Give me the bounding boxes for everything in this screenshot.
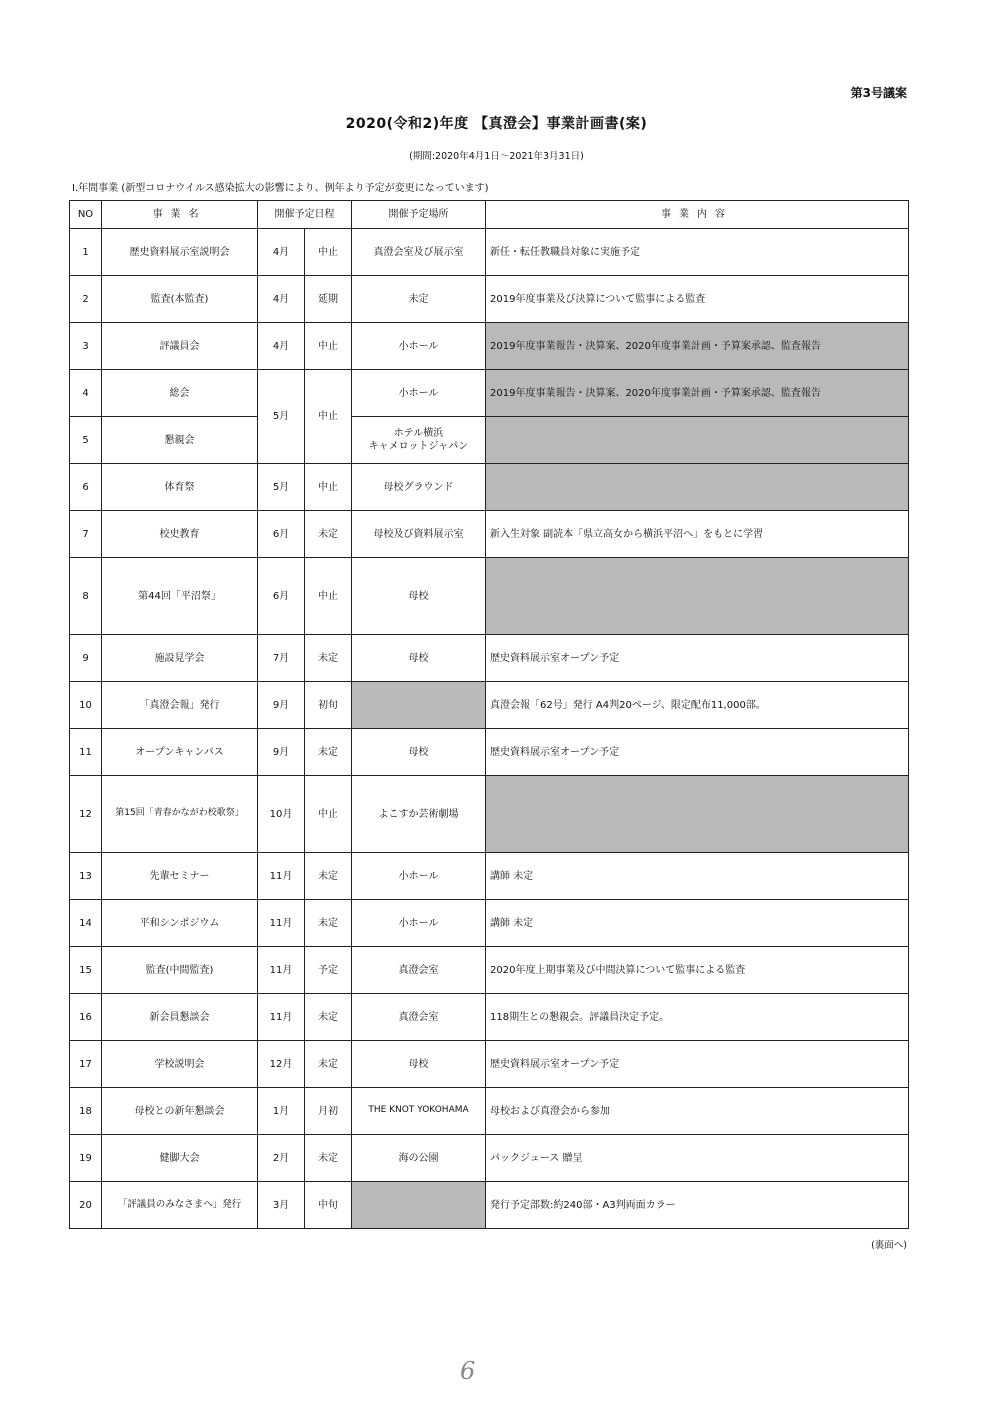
- table-row: [70, 370, 909, 417]
- row-month: 4月: [258, 229, 305, 276]
- row-no: 7: [70, 511, 102, 558]
- table-row: [70, 900, 909, 947]
- row-month: 10月: [258, 776, 305, 853]
- row-month: 11月: [258, 853, 305, 900]
- table-row: [70, 276, 909, 323]
- row-name: オープンキャンパス: [102, 729, 258, 776]
- row-content: 真澄会報「62号」発行 A4判20ページ、限定配布11,000部。: [486, 682, 909, 729]
- header-schedule: 開催予定日程: [258, 201, 352, 229]
- table-row: [70, 682, 909, 729]
- section-heading: Ⅰ.年間事業 (新型コロナウイルス感染拡大の影響により、例年より予定が変更になっています): [72, 183, 489, 194]
- row-month: 9月: [258, 682, 305, 729]
- table-row: [70, 464, 909, 511]
- row-status: 未定: [305, 853, 352, 900]
- header-no: NO: [70, 201, 102, 229]
- row-no: 1: [70, 229, 102, 276]
- row-status: 延期: [305, 276, 352, 323]
- row-content: 2019年度事業及び決算について監事による監査: [486, 276, 909, 323]
- row-month: 11月: [258, 947, 305, 994]
- row-name: 評議員会: [102, 323, 258, 370]
- row-place: 母校及び資料展示室: [352, 511, 486, 558]
- row-no: 18: [70, 1088, 102, 1135]
- table-row: [70, 635, 909, 682]
- row-status: 中止: [305, 229, 352, 276]
- row-status: 未定: [305, 994, 352, 1041]
- row-no: 8: [70, 558, 102, 635]
- row-content: 2019年度事業報告・決算案、2020年度事業計画・予算案承認、監査報告: [486, 370, 909, 417]
- table-header-row: [70, 201, 909, 229]
- row-month: 5月: [258, 464, 305, 511]
- table-row: [70, 947, 909, 994]
- row-status: 予定: [305, 947, 352, 994]
- row-no: 15: [70, 947, 102, 994]
- row-month: 1月: [258, 1088, 305, 1135]
- row-content: 講師 未定: [486, 900, 909, 947]
- row-name: 新会員懇談会: [102, 994, 258, 1041]
- row-content: 新入生対象 副読本「県立高女から横浜平沼へ」をもとに学習: [486, 511, 909, 558]
- row-content: [486, 464, 909, 511]
- handwritten-page-mark: 6: [460, 1357, 476, 1385]
- row-place: 小ホール: [352, 853, 486, 900]
- row-status: 未定: [305, 729, 352, 776]
- row-name: 先輩セミナー: [102, 853, 258, 900]
- table-row: [70, 1088, 909, 1135]
- header-name: 事業名: [102, 201, 258, 229]
- row-content: 歴史資料展示室オープン予定: [486, 729, 909, 776]
- row-place: 母校: [352, 729, 486, 776]
- row-no: 4: [70, 370, 102, 417]
- row-name: 「真澄会報」発行: [102, 682, 258, 729]
- row-status: 未定: [305, 1041, 352, 1088]
- row-place: 海の公園: [352, 1135, 486, 1182]
- row-month: 11月: [258, 900, 305, 947]
- row-month: 11月: [258, 994, 305, 1041]
- row-status: 中旬: [305, 1182, 352, 1229]
- row-name: 第15回「青春かながわ校歌祭」: [102, 776, 258, 853]
- row-place: THE KNOT YOKOHAMA: [352, 1088, 486, 1135]
- doc-number: 第3号議案: [850, 86, 907, 100]
- row-name: 母校との新年懇談会: [102, 1088, 258, 1135]
- row-place: 母校: [352, 1041, 486, 1088]
- row-name: 監査(本監査): [102, 276, 258, 323]
- annual-plan-table: [69, 200, 909, 1229]
- row-place: [352, 682, 486, 729]
- doc-period: (期間:2020年4月1日～2021年3月31日): [409, 151, 584, 162]
- row-place-line2: キャメロットジャパン: [368, 441, 469, 452]
- table-row: [70, 994, 909, 1041]
- row-status: 中止: [305, 558, 352, 635]
- row-no: 6: [70, 464, 102, 511]
- row-status: 未定: [305, 1135, 352, 1182]
- row-month: 5月: [258, 370, 305, 464]
- row-month: 6月: [258, 511, 305, 558]
- row-content: 発行予定部数:約240部・A3判両面カラー: [486, 1182, 909, 1229]
- row-content: 歴史資料展示室オープン予定: [486, 635, 909, 682]
- row-content: 講師 未定: [486, 853, 909, 900]
- row-name: 校史教育: [102, 511, 258, 558]
- row-name: 歴史資料展示室説明会: [102, 229, 258, 276]
- table-row: [70, 511, 909, 558]
- row-name: 体育祭: [102, 464, 258, 511]
- row-status: 初旬: [305, 682, 352, 729]
- row-no: 9: [70, 635, 102, 682]
- row-no: 19: [70, 1135, 102, 1182]
- row-place: 小ホール: [352, 900, 486, 947]
- row-status: 中止: [305, 370, 352, 464]
- table-row: [70, 853, 909, 900]
- table-row: [70, 1182, 909, 1229]
- row-no: 13: [70, 853, 102, 900]
- table-row: [70, 323, 909, 370]
- table-row: [70, 1041, 909, 1088]
- row-month: 3月: [258, 1182, 305, 1229]
- row-content: 新任・転任教職員対象に実施予定: [486, 229, 909, 276]
- row-no: 5: [70, 417, 102, 464]
- row-place: 小ホール: [352, 370, 486, 417]
- row-content: 母校および真澄会から参加: [486, 1088, 909, 1135]
- row-name: 「評議員のみなさまへ」発行: [102, 1182, 258, 1229]
- row-name: 総会: [102, 370, 258, 417]
- row-no: 14: [70, 900, 102, 947]
- row-status: 月初: [305, 1088, 352, 1135]
- row-name: 平和シンポジウム: [102, 900, 258, 947]
- row-no: 17: [70, 1041, 102, 1088]
- header-place: 開催予定場所: [352, 201, 486, 229]
- row-no: 12: [70, 776, 102, 853]
- row-status: 中止: [305, 776, 352, 853]
- row-place-line1: ホテル横浜: [393, 428, 444, 439]
- row-place: よこすか芸術劇場: [352, 776, 486, 853]
- row-no: 3: [70, 323, 102, 370]
- row-status: 未定: [305, 900, 352, 947]
- table-row: [70, 1135, 909, 1182]
- row-month: 4月: [258, 276, 305, 323]
- row-month: 4月: [258, 323, 305, 370]
- row-status: 未定: [305, 635, 352, 682]
- row-name: 学校説明会: [102, 1041, 258, 1088]
- row-name: 健脚大会: [102, 1135, 258, 1182]
- row-place: 母校: [352, 558, 486, 635]
- row-status: 中止: [305, 323, 352, 370]
- row-name: 懇親会: [102, 417, 258, 464]
- header-content: 事業内容: [486, 201, 909, 229]
- row-place: 小ホール: [352, 323, 486, 370]
- row-no: 20: [70, 1182, 102, 1229]
- row-place: 真澄会室及び展示室: [352, 229, 486, 276]
- row-place: 未定: [352, 276, 486, 323]
- row-month: 6月: [258, 558, 305, 635]
- row-status: 未定: [305, 511, 352, 558]
- row-content: 2019年度事業報告・決算案、2020年度事業計画・予算案承認、監査報告: [486, 323, 909, 370]
- table-row: [70, 776, 909, 853]
- row-place: [352, 417, 486, 464]
- row-no: 10: [70, 682, 102, 729]
- table-row: [70, 558, 909, 635]
- row-no: 11: [70, 729, 102, 776]
- row-month: 2月: [258, 1135, 305, 1182]
- table-row: [70, 417, 909, 464]
- table-row: [70, 229, 909, 276]
- row-month: 7月: [258, 635, 305, 682]
- table-row: [70, 729, 909, 776]
- row-name: 監査(中間監査): [102, 947, 258, 994]
- row-content: 2020年度上期事業及び中間決算について監事による監査: [486, 947, 909, 994]
- row-content: [486, 776, 909, 853]
- row-content: パックジュース 贈呈: [486, 1135, 909, 1182]
- next-page-note: (裏面へ): [871, 1240, 907, 1251]
- row-place: 真澄会室: [352, 994, 486, 1041]
- row-month: 9月: [258, 729, 305, 776]
- doc-title: 2020(令和2)年度 【真澄会】事業計画書(案): [345, 116, 648, 132]
- row-status: 中止: [305, 464, 352, 511]
- row-name: 施設見学会: [102, 635, 258, 682]
- row-content: [486, 558, 909, 635]
- row-month: 12月: [258, 1041, 305, 1088]
- row-place: 母校グラウンド: [352, 464, 486, 511]
- row-no: 16: [70, 994, 102, 1041]
- row-content: 歴史資料展示室オープン予定: [486, 1041, 909, 1088]
- row-place: [352, 1182, 486, 1229]
- row-no: 2: [70, 276, 102, 323]
- row-place: 母校: [352, 635, 486, 682]
- row-content: [486, 417, 909, 464]
- row-place: 真澄会室: [352, 947, 486, 994]
- row-name: 第44回「平沼祭」: [102, 558, 258, 635]
- row-content: 118期生との懇親会。評議員決定予定。: [486, 994, 909, 1041]
